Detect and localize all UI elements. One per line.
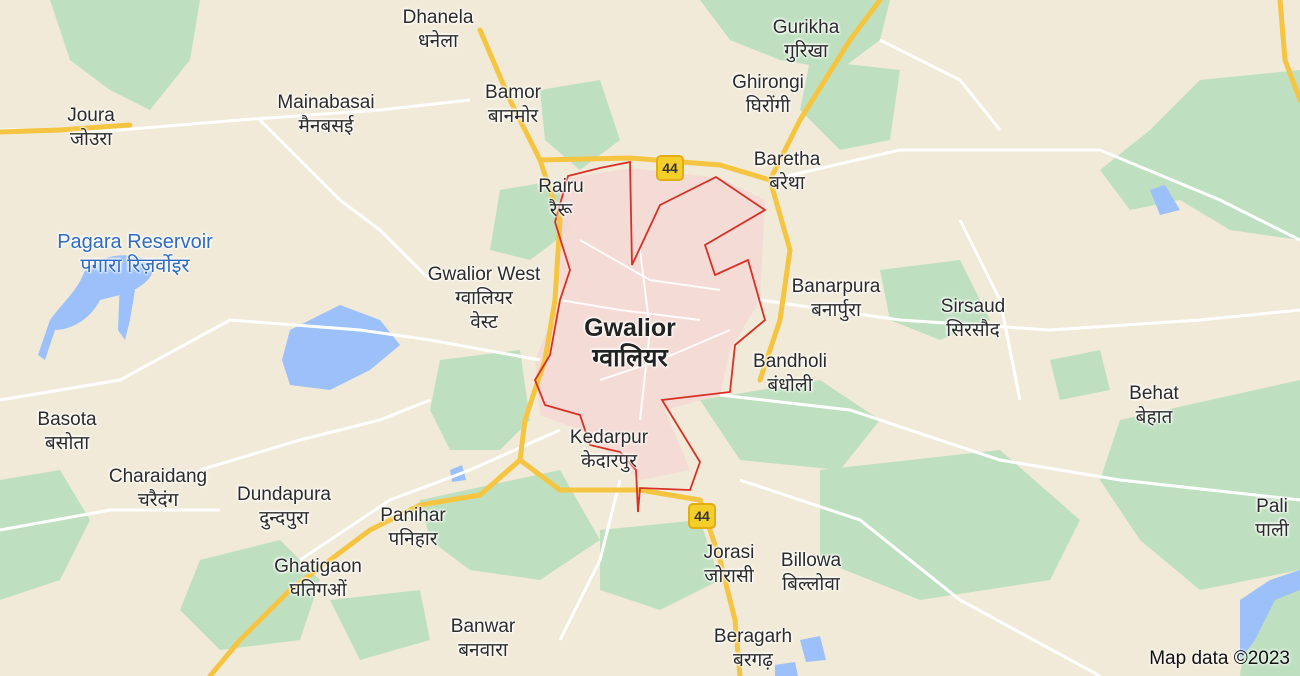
highway-shield-nh44-south: 44 (688, 503, 716, 529)
place-ghatigaon[interactable]: Ghatigaon घतिगओं (274, 556, 362, 601)
highway-shield-nh44-north: 44 (656, 155, 684, 181)
place-sirsaud[interactable]: Sirsaud सिरसौद (940, 296, 1006, 341)
place-banarpura[interactable]: Banarpura बनार्पुरा (791, 276, 881, 321)
place-charaidang[interactable]: Charaidang चरैदंग (108, 466, 208, 511)
place-rairu[interactable]: Rairu रैरू (538, 176, 584, 221)
place-bandholi[interactable]: Bandholi बंधोली (753, 351, 827, 396)
place-pagara-reservoir[interactable]: Pagara Reservoir पगारा रिज़र्वोइर (57, 231, 213, 277)
place-bamor[interactable]: Bamor बानमोर (485, 82, 541, 127)
place-basota[interactable]: Basota बसोता (37, 409, 97, 454)
place-joura[interactable]: Joura जोउरा (67, 105, 115, 150)
place-jorasi[interactable]: Jorasi जोरासी (703, 542, 755, 587)
place-mainabasai[interactable]: Mainabasai मैनबसई (277, 92, 375, 137)
place-banwar[interactable]: Banwar बनवारा (450, 616, 516, 661)
place-panihar[interactable]: Panihar पनिहार (380, 505, 446, 550)
place-billowa[interactable]: Billowa बिल्लोवा (780, 550, 842, 595)
place-kedarpur[interactable]: Kedarpur केदारपुर (569, 427, 649, 472)
map-attribution[interactable]: Map data ©2023 (1149, 648, 1290, 669)
place-gwalior[interactable]: Gwalior ग्वालियर (584, 314, 676, 372)
place-gurikha[interactable]: Gurikha गुरिखा (772, 17, 840, 62)
place-dhanela[interactable]: Dhanela धनेला (402, 7, 474, 52)
place-ghirongi[interactable]: Ghirongi घिरोंगी (732, 72, 804, 117)
place-baretha[interactable]: Baretha बरेथा (753, 149, 821, 194)
place-beragarh[interactable]: Beragarh बरगढ़ (713, 626, 793, 671)
place-pali[interactable]: Pali पाली (1255, 496, 1289, 541)
place-behat[interactable]: Behat बेहात (1129, 383, 1179, 428)
place-gwalior-west[interactable]: Gwalior West ग्वालियर वेस्ट (427, 264, 541, 333)
place-dundapura[interactable]: Dundapura दुन्दपुरा (236, 484, 332, 529)
